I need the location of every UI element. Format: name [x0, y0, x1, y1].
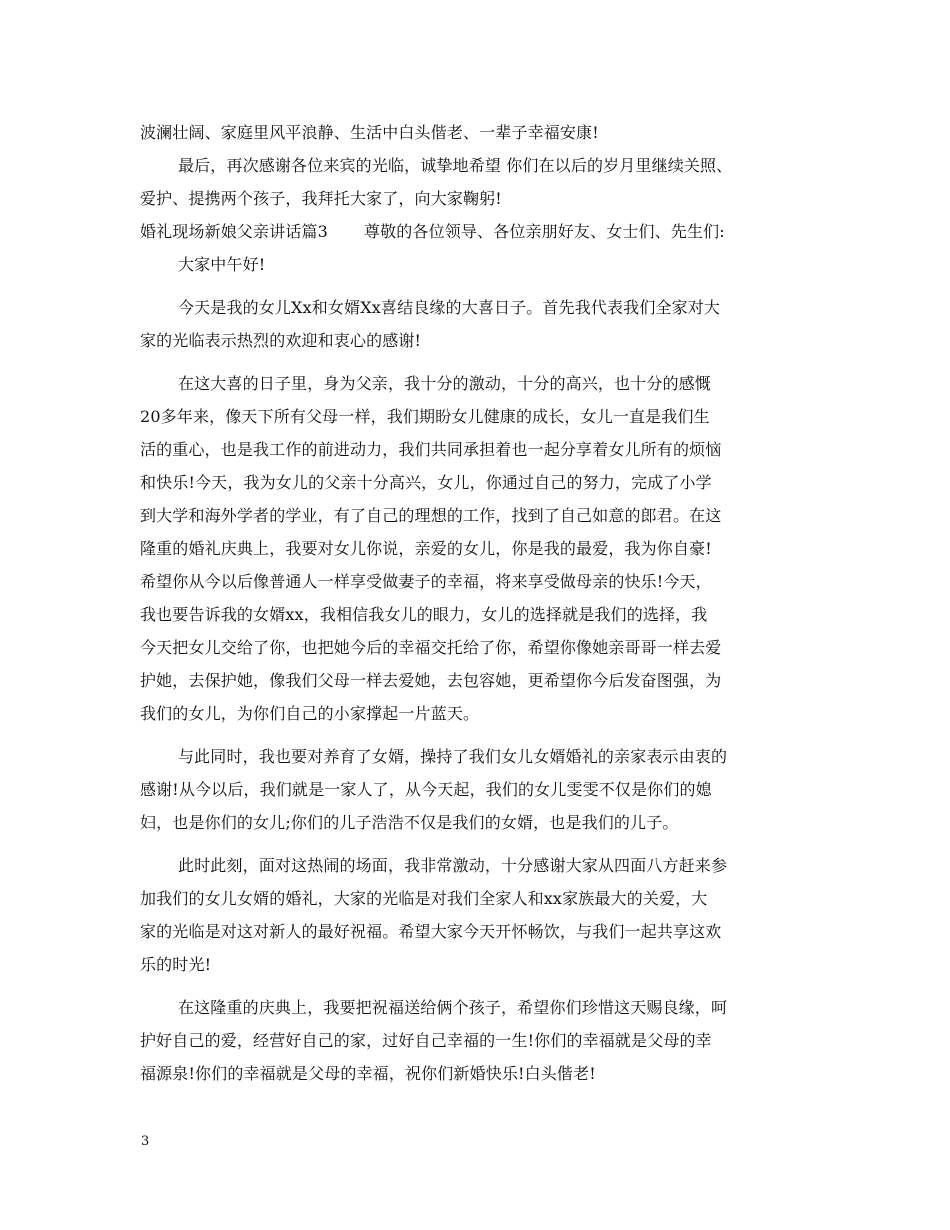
text-line: 加我们的女儿女婿的婚礼，大家的光临是对我们全家人和xx家族最大的关爱，大: [140, 889, 708, 908]
text-line: 爱护、提携两个孩子，我拜托大家了，向大家鞠躬!: [140, 189, 502, 208]
text-line: 在这大喜的日子里，身为父亲，我十分的激动，十分的高兴，也十分的感慨: [178, 374, 711, 393]
text-line: 妇，也是你们的女儿;你们的儿子浩浩不仅是我们的女婿，也是我们的儿子。: [140, 813, 679, 832]
text-line: 家的光临表示热烈的欢迎和衷心的感谢!: [140, 331, 422, 350]
section-heading-line: [140, 215, 812, 248]
text-line: 希望你从今以后像普通人一样享受做妻子的幸福，将来享受做母亲的快乐!今天，: [140, 572, 712, 591]
text-line: 隆重的婚礼庆典上，我要对女儿你说，亲爱的女儿，你是我的最爱，我为你自豪!: [140, 539, 712, 558]
page-number: 3: [141, 1134, 150, 1149]
text-line: 福源泉!你们的幸福就是父母的幸福，祝你们新婚快乐!白头偕老!: [140, 1064, 596, 1083]
text-line: 我们的女儿，为你们自己的小家撑起一片蓝天。: [140, 704, 480, 723]
text-line: 活的重心，也是我工作的前进动力，我们共同承担着也一起分享着女儿所有的烦恼: [140, 440, 722, 459]
text-line: 到大学和海外学者的学业，有了自己的理想的工作，找到了自己如意的郎君。在这: [140, 506, 722, 525]
text-line: 护她，去保护她，像我们父母一样去爱她，去包容她，更希望你今后发奋图强，为: [140, 671, 722, 690]
text-line: 我也要告诉我的女婿xx，我相信我女儿的眼力，女儿的选择就是我们的选择，我: [140, 605, 708, 624]
text-line: 在这隆重的庆典上，我要把祝福送给俩个孩子，希望你们珍惜这天赐良缘，呵: [178, 998, 728, 1017]
text-line: 最后，再次感谢各位来宾的光临，诚挚地希望 你们在以后的岁月里继续关照、: [178, 156, 733, 175]
document-body: [140, 116, 812, 1090]
text-line: 此时此刻，面对这热闹的场面，我非常激动，十分感谢大家从四面八方赶来参: [178, 856, 728, 875]
text-line: 感谢!从今以后，我们就是一家人了，从今天起，我们的女儿雯雯不仅是你们的媳: [140, 780, 712, 799]
text-line: 和快乐!今天，我为女儿的父亲十分高兴，女儿，你通过自己的努力，完成了小学: [140, 473, 712, 492]
text-line: 乐的时光!: [140, 955, 212, 974]
text-line: 护好自己的爱，经营好自己的家，过好自己幸福的一生!你们的幸福就是父母的幸: [140, 1031, 712, 1050]
text-line: 波澜壮阔、家庭里风平浪静、生活中白头偕老、一辈子幸福安康!: [140, 123, 599, 142]
section-title: 婚礼现场新娘父亲讲话篇3: [140, 222, 328, 241]
text-line: 今天把女儿交给了你，也把她今后的幸福交托给了你，希望你像她亲哥哥一样去爱: [140, 638, 722, 657]
greeting-text: 尊敬的各位领导、各位亲朋好友、女士们、先生们:: [363, 222, 725, 241]
text-line: 20多年来，像天下所有父母一样，我们期盼女儿健康的成长，女儿一直是我们生: [140, 407, 710, 426]
text-line: 与此同时，我也要对养育了女婿，操持了我们女儿女婿婚礼的亲家表示由衷的: [178, 747, 728, 766]
text-line: 大家中午好!: [178, 255, 266, 274]
text-line: 今天是我的女儿Xx和女婿Xx喜结良缘的大喜日子。首先我代表我们全家对大: [178, 298, 721, 317]
text-line: 家的光临是对这对新人的最好祝福。希望大家今天开怀畅饮，与我们一起共享这欢: [140, 922, 722, 941]
